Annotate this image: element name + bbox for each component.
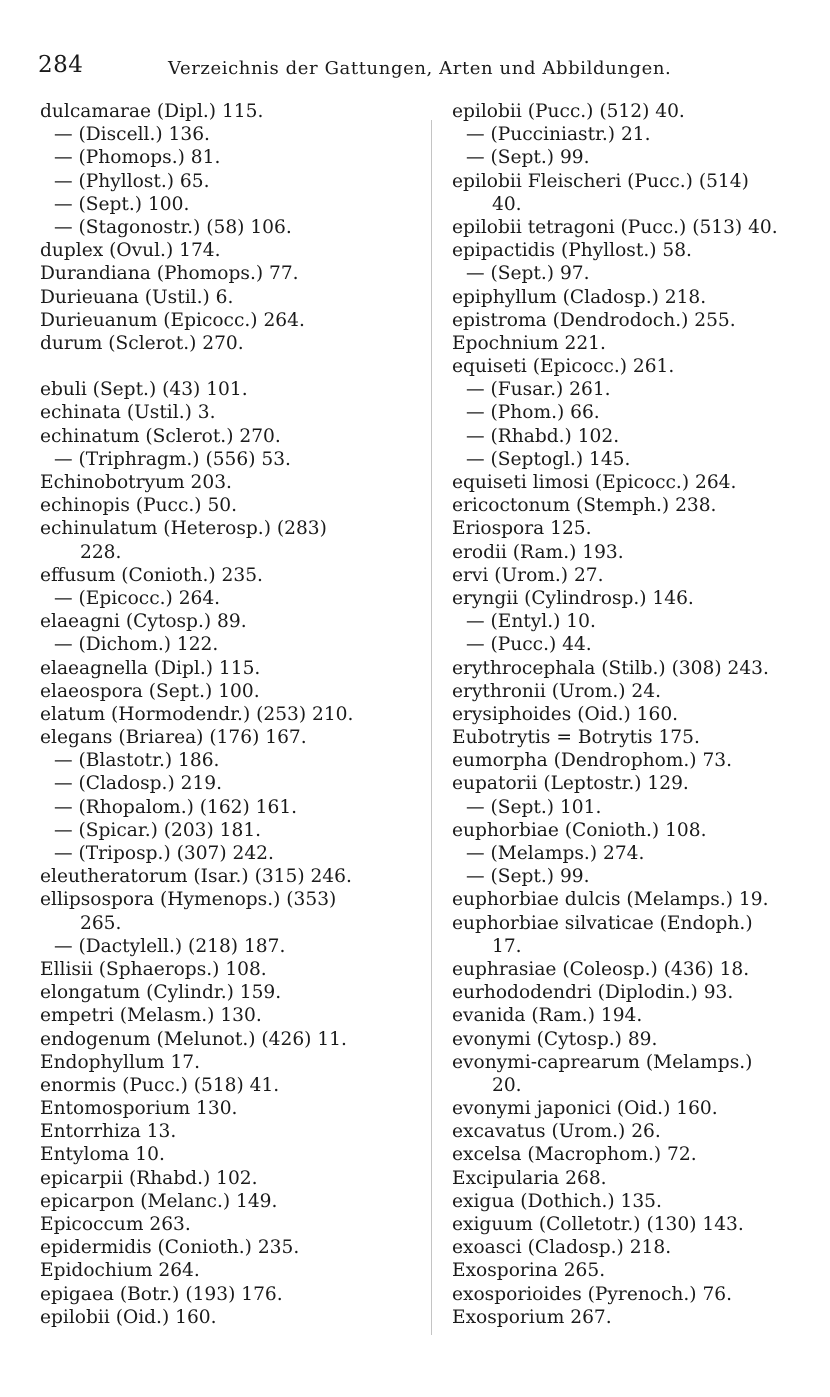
index-entry: evanida (Ram.) 194.	[452, 1005, 643, 1027]
index-entry: epilobii (Pucc.) (512) 40.	[452, 101, 685, 122]
index-entry: — (Triposp.) (307) 242.	[54, 843, 274, 864]
index-entry: — (Sept.) 99.	[466, 866, 590, 888]
index-entry: epiphyllum (Cladosp.) 218.	[452, 286, 707, 308]
index-entry: ebuli (Sept.) (43) 101.	[40, 379, 248, 401]
index-entry: — (Rhopalom.) (162) 161.	[54, 796, 298, 818]
index-entry: — (Sept.) 97.	[466, 263, 590, 285]
index-entry: ellipsospora (Hymenops.) (353)	[40, 889, 337, 911]
index-entry: eumorpha (Dendrophom.) 73.	[452, 750, 733, 772]
index-entry: euphorbiae silvaticae (Endoph.)	[452, 912, 753, 934]
index-entry: 40.	[492, 193, 522, 215]
index-entry: epilobii Fleischeri (Pucc.) (514)	[452, 170, 749, 192]
index-entry: — (Cladosp.) 219.	[54, 773, 223, 795]
index-entry: Durieuanum (Epicocc.) 264.	[40, 309, 305, 331]
index-entry: excelsa (Macrophom.) 72.	[452, 1144, 697, 1166]
index-entry: duplex (Ovul.) 174.	[40, 240, 221, 262]
index-entry: Durandiana (Phomops.) 77.	[40, 263, 299, 285]
index-entry: — (Melamps.) 274.	[466, 843, 645, 864]
index-entry: Eubotrytis = Botrytis 175.	[452, 727, 700, 749]
index-entry: evonymi japonici (Oid.) 160.	[452, 1098, 718, 1120]
index-entry: — (Sept.) 100.	[54, 193, 190, 215]
index-entry: eurhododendri (Diplodin.) 93.	[452, 982, 734, 1004]
index-entry: Entyloma 10.	[40, 1144, 165, 1166]
index-entry: empetri (Melasm.) 130.	[40, 1005, 262, 1027]
index-entry: epilobii (Oid.) 160.	[40, 1306, 217, 1328]
index-entry: — (Triphragm.) (556) 53.	[54, 448, 291, 470]
index-entry: 228.	[80, 541, 122, 563]
index-column-right	[452, 100, 824, 1329]
index-entry: erodii (Ram.) 193.	[452, 541, 624, 563]
index-entry: echinopis (Pucc.) 50.	[40, 495, 238, 517]
index-entry: Echinobotryum 203.	[40, 472, 232, 493]
index-entry: Epochnium 221.	[452, 332, 606, 354]
index-entry: 17.	[492, 935, 522, 957]
index-entry: — (Sept.) 99.	[466, 147, 590, 169]
index-entry: equiseti (Epicocc.) 261.	[452, 356, 675, 378]
page-header	[38, 52, 798, 84]
index-entry: — (Discell.) 136.	[54, 124, 210, 146]
index-entry: 20.	[492, 1074, 522, 1096]
running-title: Verzeichnis der Gattungen, Arten und Abbildungen.	[168, 58, 672, 79]
index-entry: Exosporium 267.	[452, 1306, 612, 1328]
index-entry: epipactidis (Phyllost.) 58.	[452, 240, 692, 262]
index-entry: Exosporina 265.	[452, 1260, 606, 1282]
index-entry: euphorbiae (Conioth.) 108.	[452, 819, 707, 841]
index-entry: excavatus (Urom.) 26.	[452, 1121, 661, 1143]
index-entry: — (Sept.) 101.	[466, 796, 602, 818]
index-entry: evonymi-caprearum (Melamps.)	[452, 1051, 753, 1073]
index-entry: Eriospora 125.	[452, 518, 592, 540]
index-entry: ervi (Urom.) 27.	[452, 564, 604, 586]
index-entry: euphrasiae (Coleosp.) (436) 18.	[452, 958, 750, 980]
index-entry: elaeospora (Sept.) 100.	[40, 680, 260, 702]
index-entry: — (Pucc.) 44.	[466, 634, 592, 656]
index-entry: — (Phyllost.) 65.	[54, 170, 210, 192]
index-entry: eupatorii (Leptostr.) 129.	[452, 773, 689, 795]
index-entry: elatum (Hormodendr.) (253) 210.	[40, 703, 354, 725]
index-entry: 265.	[80, 912, 122, 934]
index-entry: elaeagnella (Dipl.) 115.	[40, 657, 261, 679]
index-entry: euphorbiae dulcis (Melamps.) 19.	[452, 889, 769, 911]
index-entry: eryngii (Cylindrosp.) 146.	[452, 587, 694, 609]
index-entry: effusum (Conioth.) 235.	[40, 564, 263, 586]
index-entry: durum (Sclerot.) 270.	[40, 332, 244, 354]
index-entry: Durieuana (Ustil.) 6.	[40, 286, 234, 308]
index-entry: ericoctonum (Stemph.) 238.	[452, 495, 717, 517]
index-entry: Ellisii (Sphaerops.) 108.	[40, 958, 267, 980]
index-entry: erythronii (Urom.) 24.	[452, 680, 661, 702]
index-entry: epidermidis (Conioth.) 235.	[40, 1237, 300, 1259]
index-entry: — (Entyl.) 10.	[466, 611, 596, 633]
index-entry: eleutheratorum (Isar.) (315) 246.	[40, 866, 352, 888]
index-entry: erysiphoides (Oid.) 160.	[452, 703, 679, 725]
index-entry: Excipularia 268.	[452, 1167, 607, 1189]
index-entry: elongatum (Cylindr.) 159.	[40, 982, 282, 1004]
index-entry: epicarpon (Melanc.) 149.	[40, 1190, 278, 1212]
index-entry: exoasci (Cladosp.) 218.	[452, 1237, 672, 1259]
index-entry: — (Phom.) 66.	[466, 402, 600, 424]
index-entry: — (Pucciniastr.) 21.	[466, 124, 651, 146]
index-entry: exiguum (Colletotr.) (130) 143.	[452, 1214, 744, 1235]
index-entry: erythrocephala (Stilb.) (308) 243.	[452, 657, 769, 679]
index-entry: epicarpii (Rhabd.) 102.	[40, 1167, 258, 1189]
index-entry: equiseti limosi (Epicocc.) 264.	[452, 472, 737, 493]
index-entry: Epicoccum 263.	[40, 1214, 191, 1235]
index-column-left	[40, 100, 420, 1329]
index-entry: epigaea (Botr.) (193) 176.	[40, 1283, 283, 1305]
column-divider	[431, 120, 432, 1335]
index-entry: Epidochium 264.	[40, 1260, 200, 1282]
index-entry: evonymi (Cytosp.) 89.	[452, 1028, 658, 1050]
index-entry: Endophyllum 17.	[40, 1051, 201, 1073]
index-entry: exosporioides (Pyrenoch.) 76.	[452, 1283, 733, 1305]
index-entry: elaeagni (Cytosp.) 89.	[40, 611, 247, 633]
index-entry: echinata (Ustil.) 3.	[40, 402, 216, 424]
index-entry: exigua (Dothich.) 135.	[452, 1190, 662, 1212]
index-entry: enormis (Pucc.) (518) 41.	[40, 1074, 280, 1096]
index-entry: — (Dichom.) 122.	[54, 634, 219, 656]
index-entry: — (Blastotr.) 186.	[54, 750, 220, 772]
index-entry: epilobii tetragoni (Pucc.) (513) 40.	[452, 216, 778, 238]
page-number: 284	[38, 52, 84, 78]
index-entry: endogenum (Melunot.) (426) 11.	[40, 1028, 347, 1050]
index-entry: echinulatum (Heterosp.) (283)	[40, 518, 327, 540]
index-entry: dulcamarae (Dipl.) 115.	[40, 101, 264, 122]
index-entry: — (Fusar.) 261.	[466, 379, 611, 401]
index-entry: Entomosporium 130.	[40, 1098, 238, 1120]
index-entry: — (Dactylell.) (218) 187.	[54, 935, 286, 957]
index-entry: Entorrhiza 13.	[40, 1121, 177, 1143]
index-entry: echinatum (Sclerot.) 270.	[40, 425, 281, 447]
index-entry: — (Epicocc.) 264.	[54, 587, 221, 609]
index-entry: epistroma (Dendrodoch.) 255.	[452, 309, 736, 331]
index-entry: elegans (Briarea) (176) 167.	[40, 727, 307, 749]
index-entry: — (Septogl.) 145.	[466, 448, 631, 470]
index-entry: — (Rhabd.) 102.	[466, 425, 620, 447]
section-gap	[40, 355, 420, 378]
index-entry: — (Spicar.) (203) 181.	[54, 819, 262, 841]
index-entry: — (Stagonostr.) (58) 106.	[54, 216, 292, 238]
index-entry: — (Phomops.) 81.	[54, 147, 221, 169]
